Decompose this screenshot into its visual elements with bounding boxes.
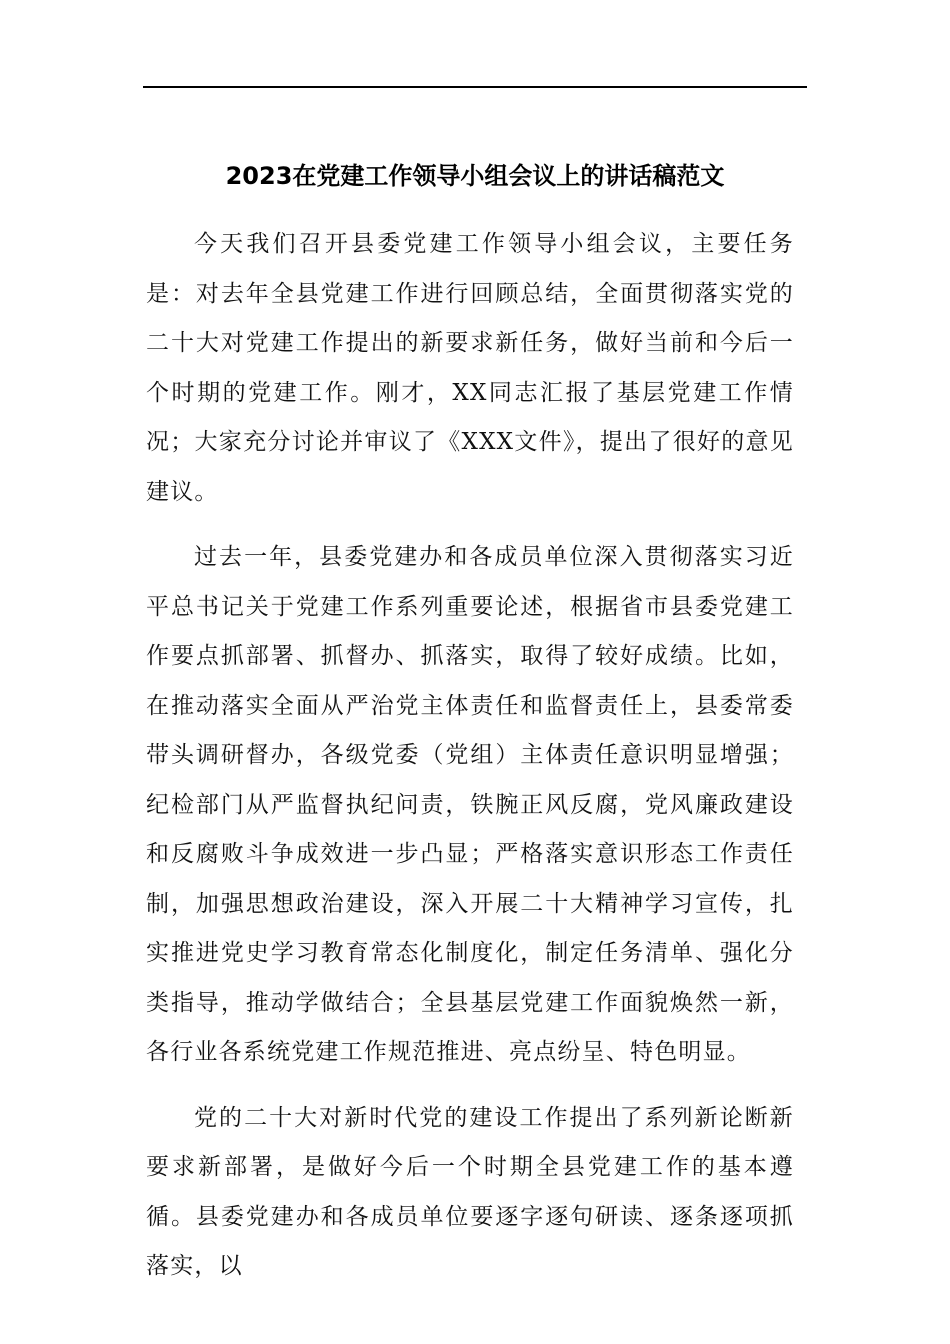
- document-title: 2023在党建工作领导小组会议上的讲话稿范文: [225, 162, 725, 190]
- paragraph-2: 过去一年，县委党建办和各成员单位深入贯彻落实习近平总书记关于党建工作系列重要论述，根据省市县委党建工作要点抓部署、抓督办、抓落实，取得了较好成绩。比如，在推动落实全面从严治党主体责任和监督责任上，县委常委带头调研督办，各级党委（党组）主体责任意识明显增强；纪检部门从严监督执纪问责，铁腕正风反腐，党风廉政建设和反腐败斗争成效进一步凸显；严格落实意识形态工作责任制，加强思想政治建设，深入开展二十大精神学习宣传，扎实推进党史学习教育常态化制度化，制定任务清单、强化分类指导，推动学做结合；全县基层党建工作面貌焕然一新，各行业各系统党建工作规范推进、亮点纷呈、特色明显。: [146, 544, 794, 1065]
- paragraph-1: 今天我们召开县委党建工作领导小组会议，主要任务是：对去年全县党建工作进行回顾总结，全面贯彻落实党的二十大对党建工作提出的新要求新任务，做好当前和今后一个时期的党建工作。刚才，XX同志汇报了基层党建工作情况；大家充分讨论并审议了《XXX文件》，提出了很好的意见建议。: [146, 231, 794, 505]
- paragraph-3: 党的二十大对新时代党的建设工作提出了系列新论断新要求新部署，是做好今后一个时期全县党建工作的基本遵循。县委党建办和各成员单位要逐字逐句研读、逐条逐项抓落实，以: [146, 1104, 794, 1279]
- document-body: [146, 220, 794, 1308]
- header-rule: [143, 86, 807, 88]
